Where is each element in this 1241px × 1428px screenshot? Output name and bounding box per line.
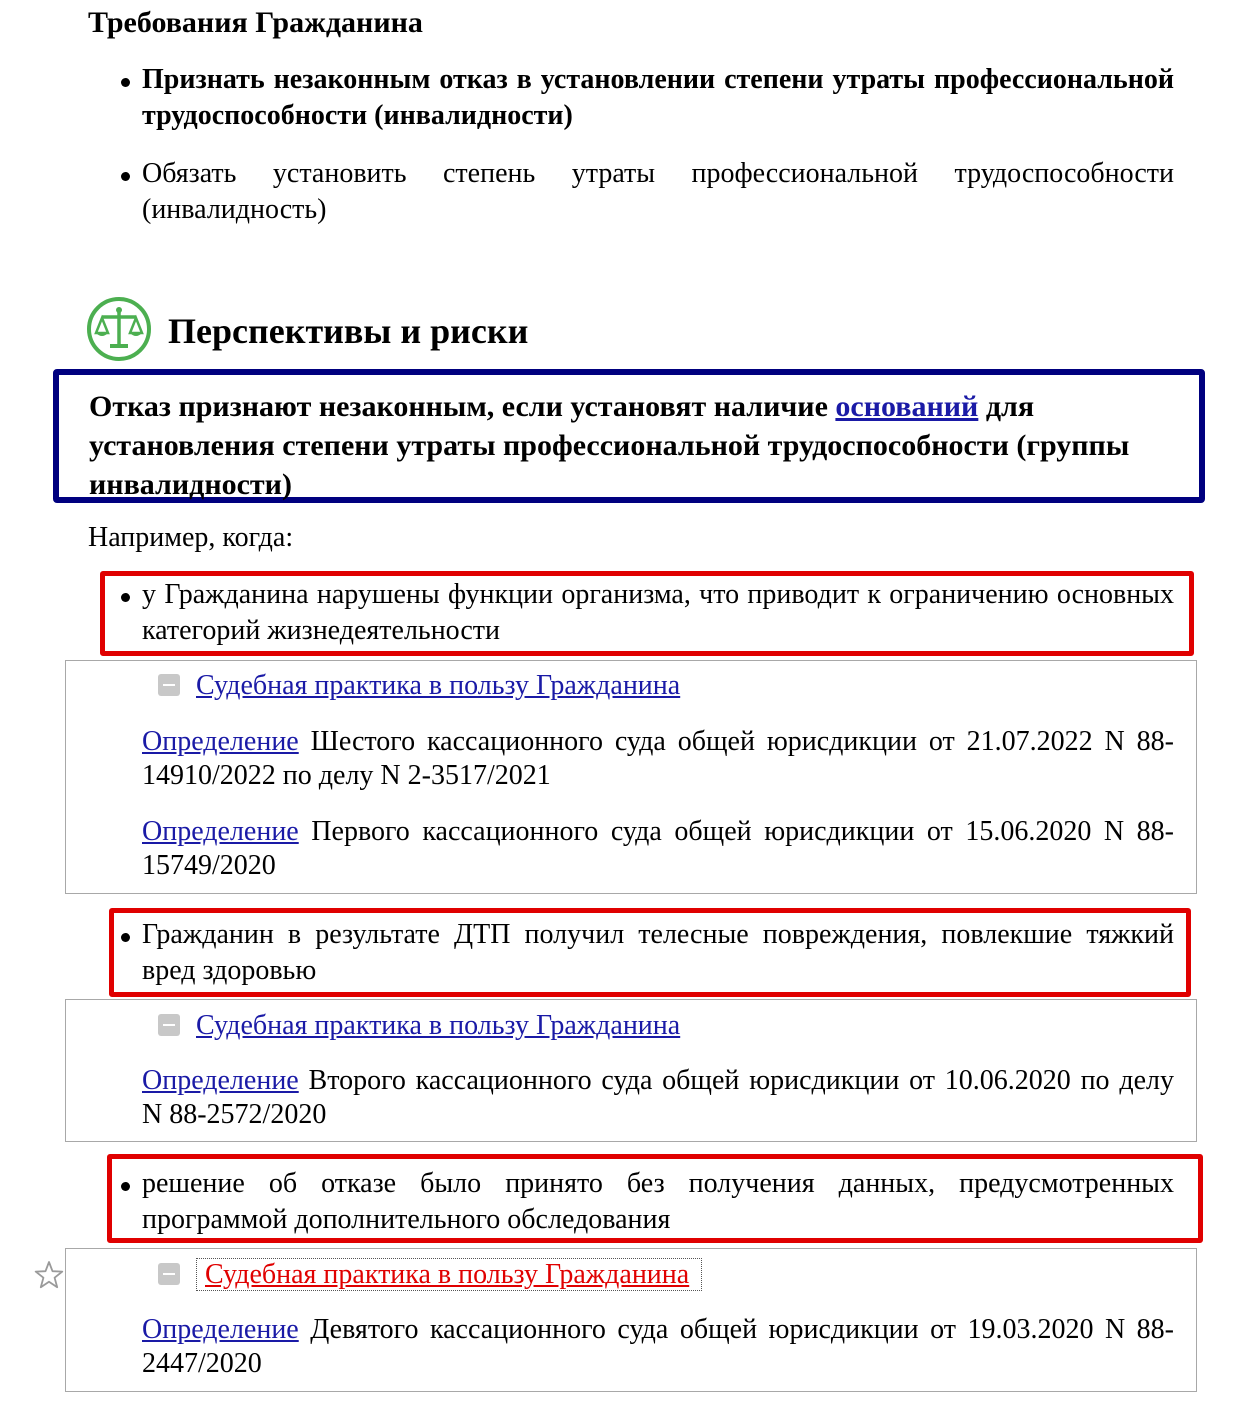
collapse-icon[interactable]: [158, 1014, 180, 1036]
case-text: Второго кассационного суда общей юрисдикции от 10.06.2020 по делу N 88-2572/2020: [142, 1065, 1174, 1130]
case-text: Шестого кассационного суда общей юрисдикции от 21.07.2022 N 88-14910/2022 по делу N 2-3517/2021: [142, 726, 1174, 791]
ground-item: [118, 1166, 1174, 1238]
grounds-link[interactable]: оснований: [835, 390, 979, 423]
case-link[interactable]: Определение: [142, 726, 299, 757]
case-item: [142, 1313, 1174, 1381]
case-item: [142, 1064, 1174, 1132]
practice-link-active[interactable]: Судебная практика в пользу Гражданина: [196, 1258, 702, 1291]
requirement-text: Признать незаконным отказ в установлении степени утраты профессиональной трудоспособности (инвалидности): [142, 64, 1174, 131]
requirement-item: [118, 62, 1174, 134]
case-item: [142, 815, 1174, 883]
practice-header[interactable]: [158, 1008, 680, 1044]
practice-link[interactable]: Судебная практика в пользу Гражданина: [196, 670, 681, 701]
highlight-box: [53, 369, 1205, 503]
collapse-icon[interactable]: [158, 1263, 180, 1285]
highlight-text-after: для установления степени утраты профессиональной трудоспособности (группы инвалидности): [89, 390, 1130, 501]
case-link[interactable]: Определение: [142, 1065, 299, 1096]
practice-header[interactable]: [158, 1257, 702, 1293]
case-link[interactable]: Определение: [142, 816, 299, 847]
practice-link[interactable]: Судебная практика в пользу Гражданина: [196, 1010, 681, 1041]
requirements-title: Требования Гражданина: [88, 6, 423, 39]
requirement-item: [118, 156, 1174, 228]
ground-text: у Гражданина нарушены функции организма, что приводит к ограничению основных категорий жизнедеятельности: [142, 579, 1174, 646]
collapse-icon[interactable]: [158, 674, 180, 696]
ground-text: Гражданин в результате ДТП получил телесные повреждения, повлекшие тяжкий вред здоровью: [142, 919, 1174, 986]
star-icon[interactable]: [34, 1260, 64, 1290]
case-text: Девятого кассационного суда общей юрисдикции от 19.03.2020 N 88-2447/2020: [142, 1314, 1174, 1379]
section-title: Перспективы и риски: [168, 311, 529, 351]
requirement-text: Обязать установить степень утраты профессиональной трудоспособности (инвалидность): [142, 158, 1174, 225]
case-text: Первого кассационного суда общей юрисдикции от 15.06.2020 N 88-15749/2020: [142, 816, 1174, 881]
case-item: [142, 725, 1174, 793]
practice-header[interactable]: [158, 668, 680, 704]
ground-item: [118, 917, 1174, 989]
highlight-text-before: Отказ признают незаконным, если установят наличие: [89, 390, 836, 423]
ground-text: решение об отказе было принято без получения данных, предусмотренных программой дополнительного обследования: [142, 1168, 1174, 1235]
case-link[interactable]: Определение: [142, 1314, 299, 1345]
scales-icon: [86, 296, 152, 362]
ground-item: [118, 577, 1174, 649]
example-intro: Например, когда:: [88, 522, 294, 553]
